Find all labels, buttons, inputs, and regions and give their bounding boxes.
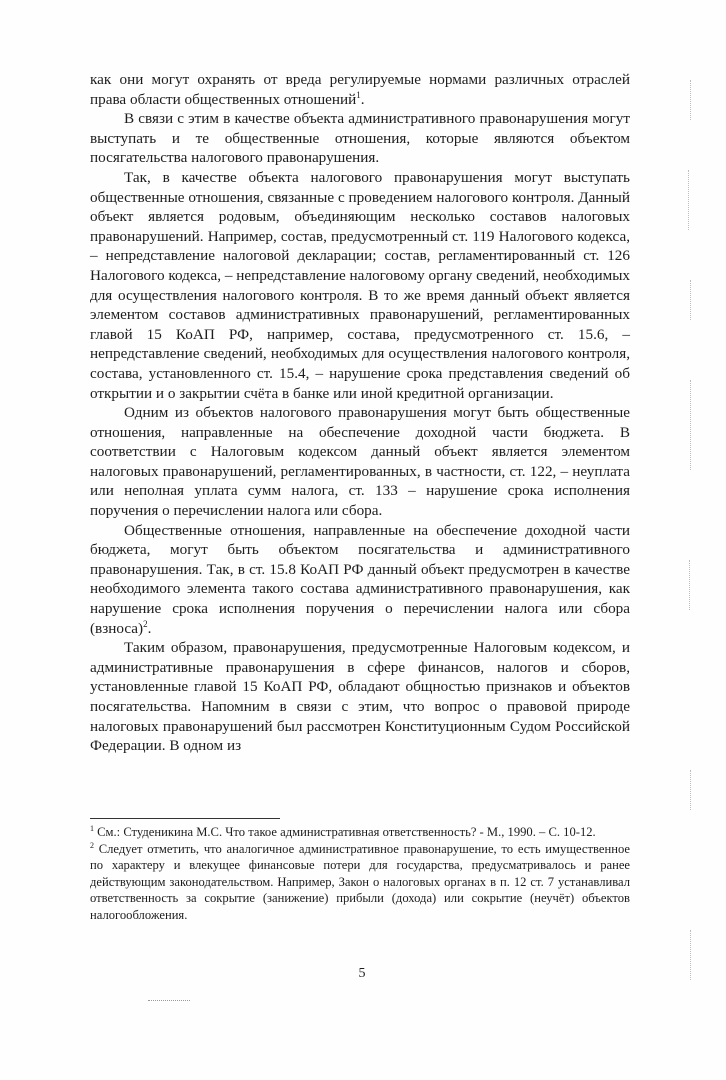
footnote-1-text: См.: Студеникина М.С. Что такое административная ответственность? - М., 1990. – С. 10-12. — [94, 825, 596, 839]
scan-artifact-3 — [690, 280, 691, 320]
scan-artifact-7 — [690, 930, 691, 980]
scan-artifact-1 — [690, 80, 691, 120]
paragraph-3: Так, в качестве объекта налогового правонарушения могут выступать общественные отношения, связанные с проведением налогового контроля. Данный объект является родовым, объединяющим несколько составов налоговых правонарушений. Например, состав, предусмотренный ст. 119 Налогового кодекса, – непредставление налоговой декларации; состав, регламентированный ст. 126 Налогового кодекса, – непредставление налоговому органу сведений, необходимых для осуществления налогового контроля. В то же время данный объект является элементом составов административных правонарушений, регламентированных главой 15 КоАП РФ, например, состава, предусмотренного ст. 15.6, – непредставление сведений, необходимых для осуществления налогового контроля, состава, установленного ст. 15.4, – нарушение срока представления сведений об открытии и о закрытии счёта в банке или иной кредитной организации. — [90, 168, 631, 402]
paragraph-2: В связи с этим в качестве объекта административного правонарушения могут выступать и те общественные отношения, которые являются объектом посягательства налогового правонарушения. — [90, 110, 630, 167]
paragraph-1-tail: . — [360, 90, 365, 108]
footnote-divider — [90, 818, 280, 819]
footnotes — [90, 824, 630, 924]
paragraph-6: Таким образом, правонарушения, предусмотренные Налоговым кодексом, и административные правонарушения в сфере финансов, налогов и сборов, установленные главой 15 КоАП РФ, обладают общностью признаков и объектов посягательства. Напомним в связи с этим, что вопрос о правовой природе налоговых правонарушений был рассмотрен Конституционным Судом Российской Федерации. В одном из — [90, 639, 630, 755]
page-number: 5 — [358, 966, 366, 981]
paragraph-4: Одним из объектов налогового правонарушения могут быть общественные отношения, направленные на обеспечение доходной части бюджета. В соответствии с Налоговым кодексом данный объект является элементом налоговых правонарушений, регламентированных, в частности, ст. 122, – неуплата или неполная уплата сумм налога, ст. 133 – нарушение срока исполнения поручения о перечислении налога или сбора. — [90, 404, 630, 520]
scan-artifact-4 — [690, 380, 691, 470]
footnote-ref-2: 2 — [143, 618, 148, 629]
scan-artifact-5 — [689, 560, 690, 610]
paragraph-1 — [90, 70, 630, 109]
paragraph-5 — [90, 521, 630, 639]
scan-artifact-8 — [148, 1000, 190, 1001]
main-text — [90, 70, 630, 756]
paragraph-5-text: Общественные отношения, направленные на обеспечение доходной части бюджета, могут быть объектом посягательства и административного правонарушения. Так, в ст. 15.8 КоАП РФ данный объект предусмотрен в качестве необходимого элемента такого состава административного правонарушения, как нарушение срока исполнения поручения о перечислении налога или сбора (взноса) — [90, 521, 630, 637]
paragraph-1-text: как они могут охранять от вреда регулируемые нормами различных отраслей права области общественных отношений — [90, 71, 630, 108]
footnote-ref-1: 1 — [356, 89, 361, 100]
footnote-1-mark: 1 — [90, 824, 94, 833]
scan-artifact-6 — [690, 770, 691, 810]
paragraph-5-tail: . — [147, 619, 152, 637]
footnote-2-text: Следует отметить, что аналогичное административное правонарушение, то есть имущественное по характеру и влекущее финансовые потери для государства, предусматривалось и ранее действующим законодательством. Например, Закон о налоговых органах в п. 12 ст. 7 устанавливал ответственность за сокрытие (занижение) прибыли (дохода) или сокрытие (неучёт) объектов налогообложения. — [90, 841, 630, 922]
scan-artifact-2 — [688, 170, 689, 230]
footnote-2-mark: 2 — [90, 840, 94, 850]
footnote-1 — [90, 824, 630, 841]
footnote-2 — [90, 841, 630, 924]
